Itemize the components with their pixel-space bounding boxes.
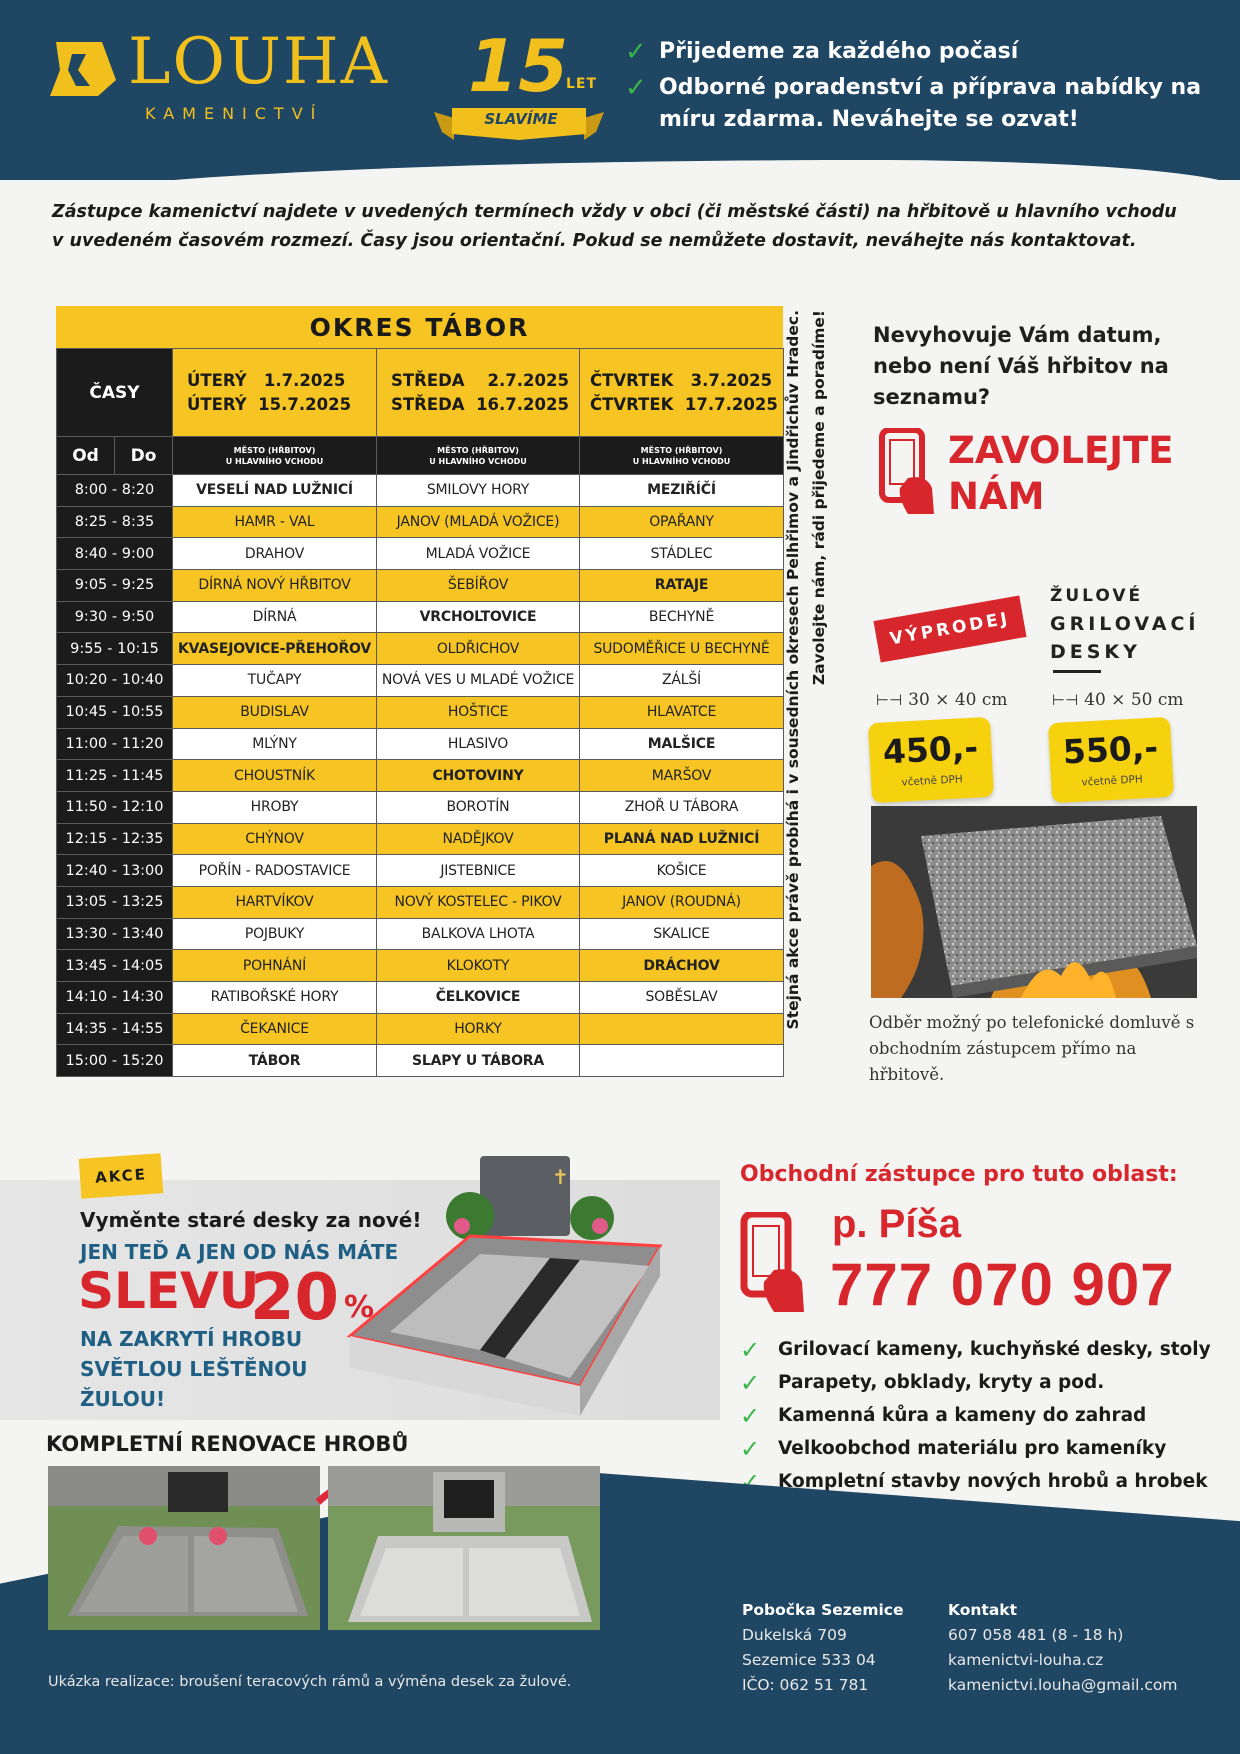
louha-logo-icon: [48, 40, 118, 98]
grill-title-l3: DESKY: [1050, 641, 1141, 663]
time-cell: 9:05 - 9:25: [57, 570, 173, 602]
table-row: [57, 1013, 784, 1045]
pickup-note: Odběr možný po telefonické domluvě s obchodním zástupcem přímo na hřbitově.: [869, 1013, 1195, 1084]
place-cell: VRCHOLTOVICE: [377, 601, 580, 633]
ruler-icon: ⊢⊣: [1052, 691, 1079, 709]
place-header-l1: MĚSTO (HŘBITOV): [640, 445, 723, 455]
place-cell: NOVÁ VES U MLADÉ VOŽICE: [377, 665, 580, 697]
anniversary-unit: LET: [566, 76, 598, 92]
side-note-line1: Stejná akce právě probíhá i v sousedních okresech Pelhřimov a Jindřichův Hradec.: [784, 310, 802, 1030]
place-header: [580, 437, 784, 475]
time-cell: 13:05 - 13:25: [57, 886, 173, 918]
time-cell: 14:10 - 14:30: [57, 982, 173, 1014]
place-cell: STÁDLEC: [580, 538, 784, 570]
sale-badge: VÝPRODEJ: [873, 595, 1026, 662]
table-row: [57, 570, 784, 602]
place-cell: KVASEJOVICE-PŘEHOŘOV: [173, 633, 377, 665]
svg-text:✝: ✝: [552, 1165, 569, 1189]
granite-grill-plate-image: [871, 806, 1197, 998]
sales-rep-name: p. Píša: [832, 1202, 961, 1246]
sales-rep-phone[interactable]: 777 070 907: [830, 1251, 1175, 1318]
place-cell: POHNÁNÍ: [173, 950, 377, 982]
call-cta: [948, 428, 1198, 520]
grill-title-l2: GRILOVACÍ: [1050, 613, 1200, 635]
time-cell: 12:40 - 13:00: [57, 855, 173, 887]
call-cta-line1: ZAVOLEJTE: [948, 429, 1174, 472]
branch-ico: IČO: 062 51 781: [742, 1676, 869, 1694]
place-cell: TUČAPY: [173, 665, 377, 697]
place-cell: ČEKANICE: [173, 1013, 377, 1045]
place-cell: VESELÍ NAD LUŽNICÍ: [173, 475, 377, 507]
place-cell: MEZIŘÍČÍ: [580, 475, 784, 507]
place-cell: MARŠOV: [580, 760, 784, 792]
table-row: [57, 601, 784, 633]
before-photo: [48, 1466, 320, 1630]
benefit-text: Přijedeme za každého počasí: [659, 39, 1019, 64]
promo-line4: NA ZAKRYTÍ HROBU SVĚTLOU LEŠTĚNOU ŽULOU!: [80, 1327, 308, 1411]
after-photo: [328, 1466, 600, 1630]
akce-tag: AKCE: [79, 1153, 164, 1199]
place-cell: ČELKOVICE: [377, 982, 580, 1014]
place-cell: NOVÝ KOSTELEC - PIKOV: [377, 886, 580, 918]
place-cell: BUDISLAV: [173, 696, 377, 728]
place-cell: HORKY: [377, 1013, 580, 1045]
time-cell: 8:40 - 9:00: [57, 538, 173, 570]
place-cell: TÁBOR: [173, 1045, 377, 1077]
table-row: [57, 1045, 784, 1077]
day-date: STŘEDA 16.7.2025: [391, 394, 569, 414]
benefit-item: [625, 36, 1240, 68]
table-row: [57, 506, 784, 538]
service-text: Grilovací kameny, kuchyňské desky, stoly: [778, 1339, 1211, 1360]
place-cell: SUDOMĚŘICE U BECHYNĚ: [580, 633, 784, 665]
contact-web[interactable]: kamenictvi-louha.cz: [948, 1651, 1104, 1669]
time-cell: 11:25 - 11:45: [57, 760, 173, 792]
place-cell: POŘÍN - RADOSTAVICE: [173, 855, 377, 887]
size-text: 30 × 40 cm: [908, 690, 1008, 710]
place-header: [173, 437, 377, 475]
header-benefits: [625, 36, 1240, 140]
place-cell: PLANÁ NAD LUŽNICÍ: [580, 823, 784, 855]
day-date: STŘEDA 2.7.2025: [391, 370, 569, 390]
promo-percent-sign: %: [344, 1290, 375, 1325]
place-cell: DRAHOV: [173, 538, 377, 570]
place-cell: POJBUKY: [173, 918, 377, 950]
to-header: Do: [115, 437, 173, 475]
service-text: Parapety, obklady, kryty a pod.: [778, 1372, 1105, 1393]
place-cell: MLÝNY: [173, 728, 377, 760]
schedule-body: [57, 475, 784, 1077]
renovation-title: KOMPLETNÍ RENOVACE HROBŮ: [46, 1432, 409, 1456]
price-value: 550,-: [1061, 727, 1159, 772]
place-cell: SLAPY U TÁBORA: [377, 1045, 580, 1077]
contact-info: [948, 1598, 1178, 1698]
time-cell: 11:50 - 12:10: [57, 791, 173, 823]
place-cell: HLASIVO: [377, 728, 580, 760]
table-row: [57, 538, 784, 570]
place-cell: SKALICE: [580, 918, 784, 950]
brand-name: LOUHA: [128, 25, 389, 99]
phone-icon: [740, 1212, 806, 1314]
place-header-l1: MĚSTO (HŘBITOV): [233, 445, 316, 455]
table-row: [57, 982, 784, 1014]
check-icon: ✓: [740, 1467, 761, 1496]
place-cell: MALŠICE: [580, 728, 784, 760]
branch-city: Sezemice 533 04: [742, 1651, 876, 1669]
place-cell: SOBĚSLAV: [580, 982, 784, 1014]
place-cell: HARTVÍKOV: [173, 886, 377, 918]
table-row: [57, 633, 784, 665]
table-row: [57, 665, 784, 697]
grave-render-image: [330, 1136, 710, 1436]
price-value: 450,-: [881, 727, 979, 772]
service-item: [740, 1366, 1211, 1399]
place-cell: NADĚJKOV: [377, 823, 580, 855]
table-row: [57, 886, 784, 918]
place-cell: [580, 1045, 784, 1077]
call-cta-line2: NÁM: [948, 475, 1045, 518]
table-row: [57, 855, 784, 887]
from-header: Od: [57, 437, 115, 475]
side-note-text: [780, 310, 840, 1070]
place-cell: JANOV (MLADÁ VOŽICE): [377, 506, 580, 538]
grill-title: [1050, 582, 1200, 666]
place-cell: CHOTOVINY: [377, 760, 580, 792]
place-cell: HROBY: [173, 791, 377, 823]
place-cell: JANOV (ROUDNÁ): [580, 886, 784, 918]
table-row: [57, 918, 784, 950]
place-cell: ZÁLŠÍ: [580, 665, 784, 697]
size-text: 40 × 50 cm: [1084, 690, 1184, 710]
promo-line1: Vyměnte staré desky za nové!: [80, 1208, 422, 1232]
schedule-grid: [56, 348, 784, 1077]
table-row: [57, 950, 784, 982]
size-label: [1052, 690, 1184, 710]
times-header: ČASY: [57, 349, 173, 437]
place-cell: DÍRNÁ: [173, 601, 377, 633]
benefit-text: Odborné poradenství a příprava nabídky na míru zdarma. Neváhejte se ozvat!: [659, 75, 1202, 132]
time-cell: 10:45 - 10:55: [57, 696, 173, 728]
promo-line2: JEN TEĎ A JEN OD NÁS MÁTE: [80, 1240, 399, 1264]
time-cell: 11:00 - 11:20: [57, 728, 173, 760]
price-badge: [1048, 717, 1174, 803]
place-cell: RATAJE: [580, 570, 784, 602]
contact-heading: Kontakt: [948, 1601, 1018, 1619]
anniversary-ribbon-text: SLAVÍME: [484, 110, 558, 128]
contact-email[interactable]: kamenictvi.louha@gmail.com: [948, 1676, 1178, 1694]
place-cell: BECHYNĚ: [580, 601, 784, 633]
table-row: [57, 696, 784, 728]
sales-heading: Obchodní zástupce pro tuto oblast:: [740, 1162, 1178, 1187]
place-cell: HAMR - VAL: [173, 506, 377, 538]
table-row: [57, 760, 784, 792]
time-cell: 12:15 - 12:35: [57, 823, 173, 855]
schedule-table: [56, 306, 783, 1077]
place-cell: RATIBOŘSKÉ HORY: [173, 982, 377, 1014]
place-cell: [580, 1013, 784, 1045]
promo-slevu: SLEVU: [78, 1262, 260, 1320]
day-header: [580, 349, 784, 437]
table-title: OKRES TÁBOR: [56, 306, 783, 348]
time-cell: 9:30 - 9:50: [57, 601, 173, 633]
time-cell: 8:00 - 8:20: [57, 475, 173, 507]
check-icon: ✓: [625, 37, 647, 67]
divider: [1053, 670, 1101, 673]
promo-percent: 20: [250, 1261, 340, 1335]
check-icon: ✓: [625, 73, 647, 103]
service-item: [740, 1333, 1211, 1366]
phone-icon: [878, 428, 936, 516]
place-cell: DRÁCHOV: [580, 950, 784, 982]
check-icon: ✓: [740, 1335, 761, 1364]
table-row: [57, 823, 784, 855]
day-date: ČTVRTEK 17.7.2025: [590, 394, 778, 414]
place-cell: HOŠTICE: [377, 696, 580, 728]
service-item: [740, 1399, 1211, 1432]
grill-title-l1: ŽULOVÉ: [1050, 586, 1144, 606]
table-row: [57, 475, 784, 507]
place-cell: KLOKOTY: [377, 950, 580, 982]
branch-info: [742, 1598, 903, 1698]
price-note: včetně DPH: [1081, 773, 1144, 789]
check-icon: ✓: [740, 1434, 761, 1463]
side-note: [780, 310, 840, 1070]
time-cell: 13:45 - 14:05: [57, 950, 173, 982]
contact-phone[interactable]: 607 058 481 (8 - 18 h): [948, 1626, 1124, 1644]
place-cell: HLAVATCE: [580, 696, 784, 728]
brand-subtitle: KAMENICTVÍ: [145, 104, 324, 123]
place-header-l2: U HLAVNÍHO VCHODU: [632, 456, 731, 466]
service-text: Kamenná kůra a kameny do zahrad: [778, 1405, 1147, 1426]
price-note: včetně DPH: [901, 773, 964, 789]
place-cell: BOROTÍN: [377, 791, 580, 823]
time-cell: 14:35 - 14:55: [57, 1013, 173, 1045]
day-date: ÚTERÝ 15.7.2025: [187, 394, 352, 414]
side-note-line2: Zavolejte nám, rádi přijedeme a poradíme!: [810, 310, 828, 686]
place-header-l2: U HLAVNÍHO VCHODU: [225, 456, 324, 466]
place-cell: DÍRNÁ NOVÝ HŘBITOV: [173, 570, 377, 602]
intro-text: Zástupce kamenictví najdete v uvedených termínech vždy v obci (či městské části) na hřbitově u hlavního vchodu v uvedeném časovém rozmezí. Časy jsou orientační. Pokud se nemůžete dostavit, neváhejte nás kontaktovat.: [52, 202, 1177, 251]
place-cell: KOŠICE: [580, 855, 784, 887]
day-date: ÚTERÝ 1.7.2025: [187, 370, 346, 390]
place-header-l1: MĚSTO (HŘBITOV): [437, 445, 519, 455]
size-label: [876, 690, 1008, 710]
place-cell: SMILOVY HORY: [377, 475, 580, 507]
check-icon: ✓: [740, 1368, 761, 1397]
time-cell: 9:55 - 10:15: [57, 633, 173, 665]
place-cell: ZHOŘ U TÁBORA: [580, 791, 784, 823]
day-date: ČTVRTEK 3.7.2025: [590, 370, 773, 390]
time-cell: 15:00 - 15:20: [57, 1045, 173, 1077]
branch-street: Dukelská 709: [742, 1626, 847, 1644]
service-text: Kompletní stavby nových hrobů a hrobek: [778, 1471, 1208, 1492]
place-cell: ŠEBÍŘOV: [377, 570, 580, 602]
time-cell: 13:30 - 13:40: [57, 918, 173, 950]
place-cell: BALKOVA LHOTA: [377, 918, 580, 950]
service-text: Velkoobchod materiálu pro kameníky: [778, 1438, 1167, 1459]
place-cell: JISTEBNICE: [377, 855, 580, 887]
price-badge: [868, 717, 994, 803]
place-header-l2: U HLAVNÍHO VCHODU: [429, 456, 527, 466]
anniversary-number: 15: [468, 24, 569, 108]
place-cell: MLADÁ VOŽICE: [377, 538, 580, 570]
table-row: [57, 728, 784, 760]
place-cell: CHOUSTNÍK: [173, 760, 377, 792]
branch-heading: Pobočka Sezemice: [742, 1601, 904, 1619]
benefit-item: [625, 72, 1240, 136]
place-cell: OLDŘICHOV: [377, 633, 580, 665]
ruler-icon: ⊢⊣: [876, 691, 903, 709]
time-cell: 8:25 - 8:35: [57, 506, 173, 538]
place-cell: CHÝNOV: [173, 823, 377, 855]
table-row: [57, 791, 784, 823]
service-item: [740, 1432, 1211, 1465]
call-question: Nevyhovuje Vám datum, nebo není Váš hřbitov na seznamu?: [873, 323, 1169, 409]
day-header: [173, 349, 377, 437]
check-icon: ✓: [740, 1401, 761, 1430]
place-header: [377, 437, 580, 475]
time-cell: 10:20 - 10:40: [57, 665, 173, 697]
renovation-caption: Ukázka realizace: broušení teracových rámů a výměna desek za žulové.: [48, 1674, 572, 1690]
day-header: [377, 349, 580, 437]
place-cell: OPAŘANY: [580, 506, 784, 538]
